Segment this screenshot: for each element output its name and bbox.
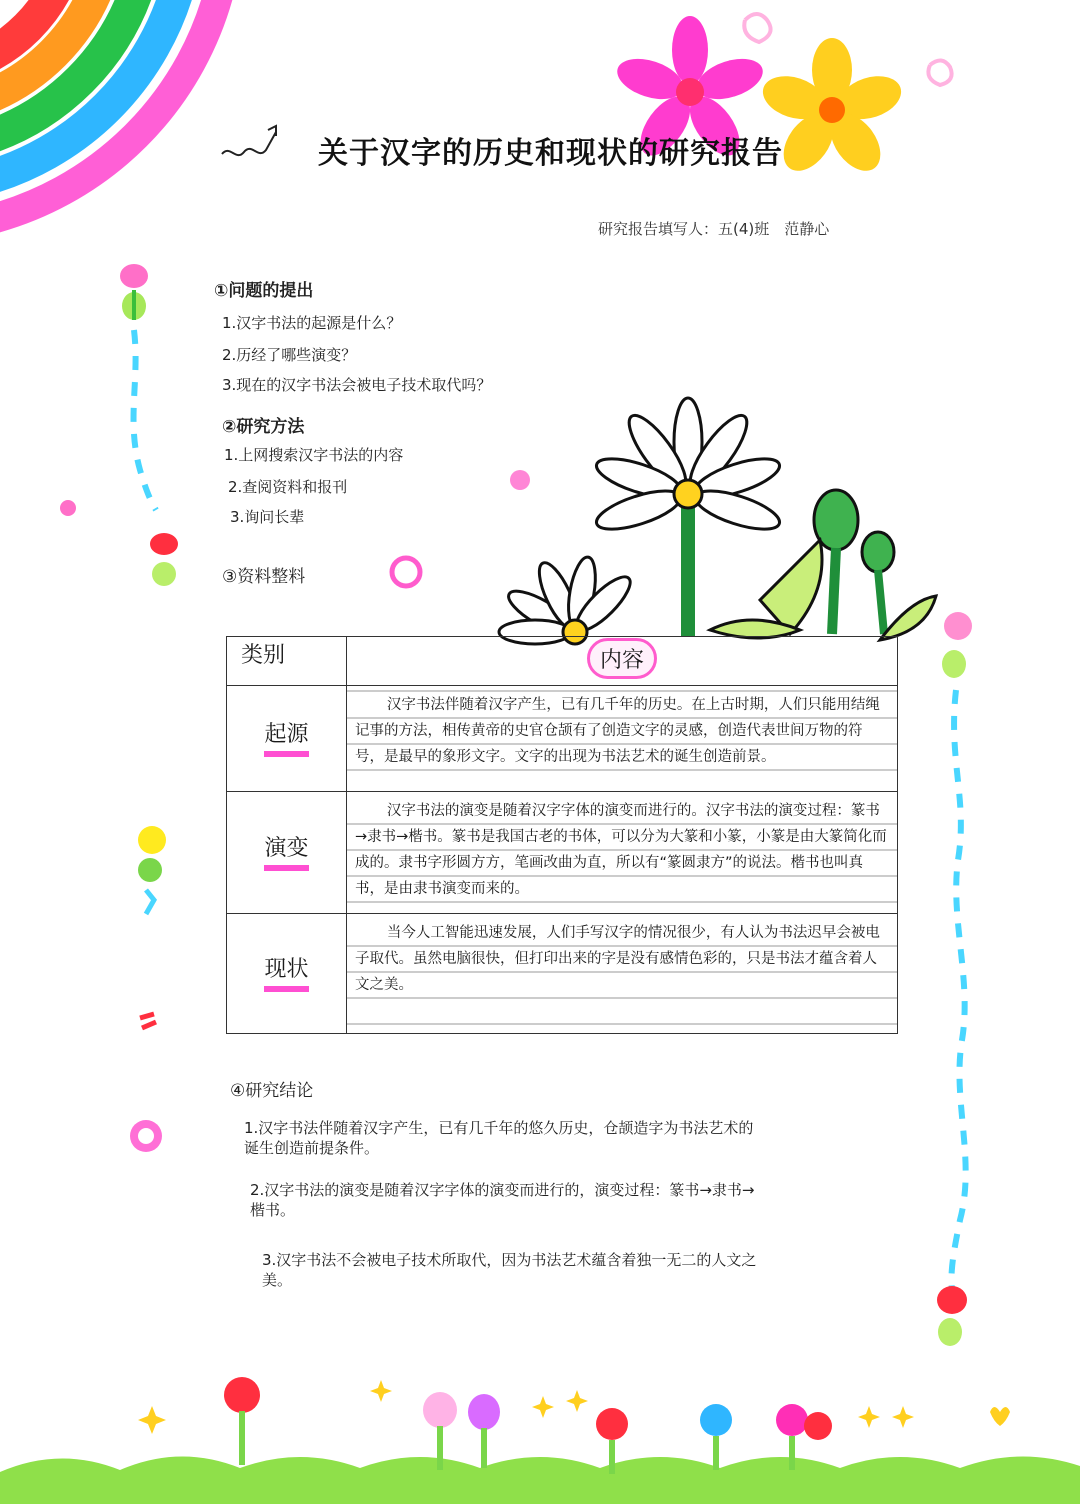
table-header-row [227,637,898,686]
table-row [227,686,898,792]
author-line: 研究报告填写人：五(4)班 范静心 [598,220,830,238]
content-cell [347,914,898,1034]
category-cell [227,792,347,914]
daisy-icon [499,398,936,644]
category-label: 起源 [264,721,308,757]
list-item: 1.上网搜索汉字书法的内容 [224,446,404,464]
section-heading-question: ①问题的提出 [214,281,314,301]
section-heading-method: ②研究方法 [222,417,305,437]
list-item: 2.历经了哪些演变？ [222,346,357,364]
category-label: 现状 [264,956,308,992]
header-content [347,637,898,686]
conclusion-item: 2.汉字书法的演变是随着汉字字体的演变而进行的，演变过程：篆书→隶书→楷书。 [250,1181,755,1219]
list-item: 1.汉字书法的起源是什么？ [222,314,402,332]
content-text: 汉字书法伴随着汉字产生，已有几千年的历史。在上古时期，人们只能用结绳记事的方法，相传黄帝的史官仓颉有了创造文字的灵感，创造代表世间万物的符号，是最早的象形文字。文字的出现为书法艺术的诞生创造前景。 [355,697,880,765]
tulip-icon [942,612,972,678]
list-item: 3.询问长辈 [230,508,305,526]
conclusion-item: 1.汉字书法伴随着汉字产生，已有几千年的悠久历史，仓颉造字为书法艺术的诞生创造前提条件。 [244,1119,754,1157]
list-item: 3.现在的汉字书法会被电子技术取代吗？ [222,376,492,394]
header-content-label: 内容 [587,638,657,679]
list-item: 2.查阅资料和报刊 [228,478,348,496]
star-icon [138,1380,1010,1434]
category-label: 演变 [264,835,308,871]
arrow-icon [222,126,276,155]
category-cell [227,686,347,792]
table-row [227,792,898,914]
conclusion-item: 3.汉字书法不会被电子技术所取代，因为书法艺术蕴含着独一无二的人文之美。 [262,1251,757,1289]
grass-icon [0,1456,1080,1504]
tulip-icon [120,264,148,320]
section-heading-conclusion: ④研究结论 [230,1081,314,1101]
section-heading-materials: ③资料整料 [222,567,306,587]
page-title: 关于汉字的历史和现状的研究报告 [318,136,783,171]
content-cell [347,686,898,792]
rainbow-icon [0,0,222,222]
content-text: 汉字书法的演变是随着汉字字体的演变而进行的。汉字书法的演变过程：篆书→隶书→楷书。篆书是我国古老的书体，可以分为大篆和小篆，小篆是由大篆简化而成的。隶书字形圆方方，笔画改曲为直，所以有“篆圆隶方”的说法。楷书也叫真书，是由隶书演变而来的。 [355,803,887,897]
header-category: 类别 [227,637,347,686]
category-cell [227,914,347,1034]
tulip-icon [138,826,166,914]
content-cell [347,792,898,914]
tulip-icon [150,533,178,586]
swirl-icon [130,1120,162,1152]
content-text: 当今人工智能迅速发展，人们手写汉字的情况很少，有人认为书法迟早会被电子取代。虽然电脑很快，但打印出来的字是没有感情色彩的，只是书法才蕴含着人文之美。 [355,925,880,993]
tulip-icon [937,1286,967,1346]
table-row [227,914,898,1034]
research-table [226,636,898,1034]
